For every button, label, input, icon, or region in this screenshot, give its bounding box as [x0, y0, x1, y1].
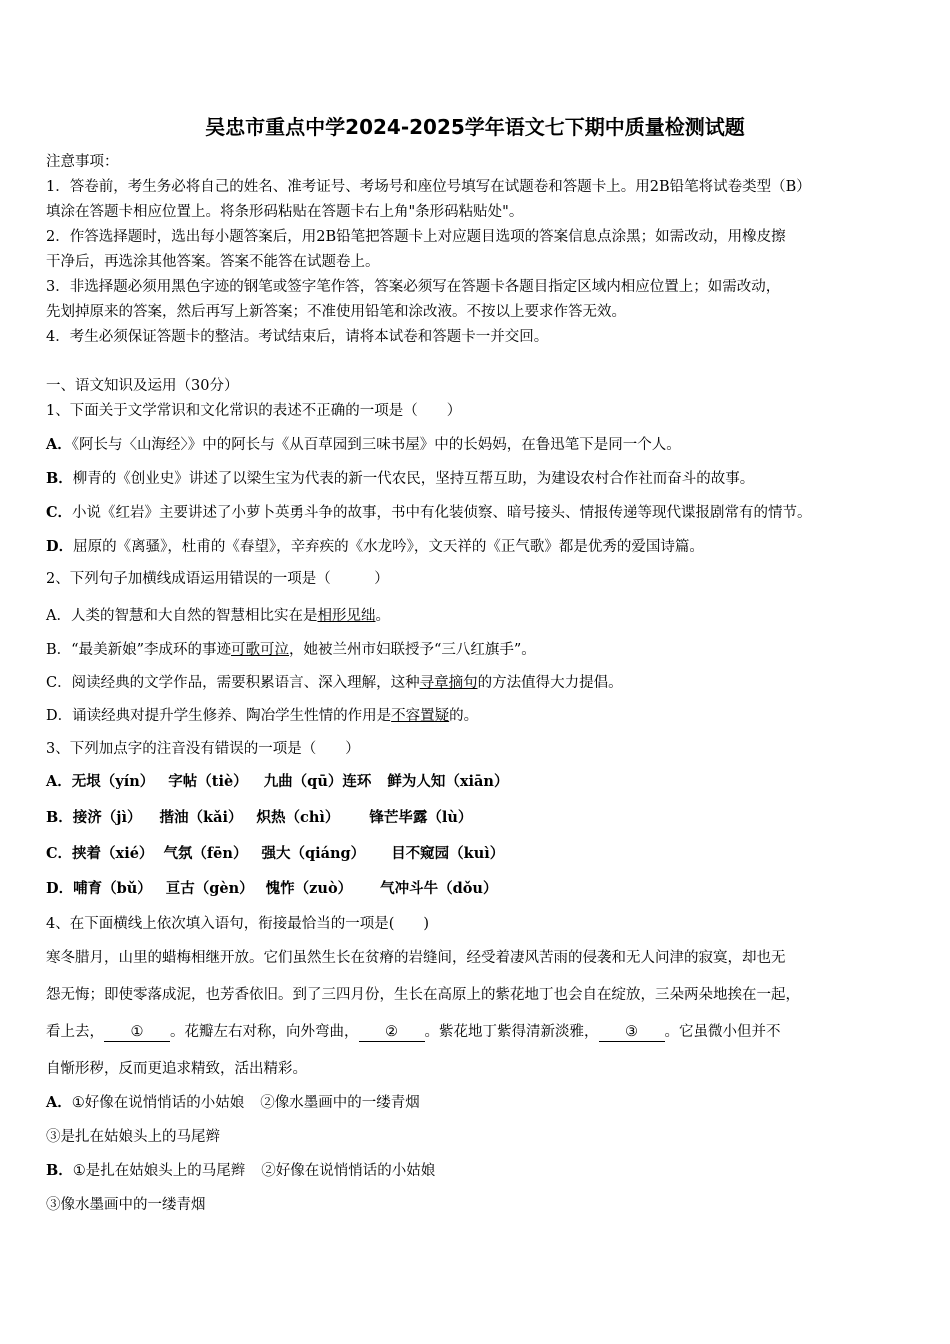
option-label: D．	[46, 538, 74, 555]
q4-option-b-cont: ③像水墨画中的一缕青烟	[46, 1197, 206, 1213]
option-item: 气氛（fēn）	[163, 845, 248, 862]
option-label: D．	[46, 880, 74, 897]
fill-blank-1: ①	[104, 1023, 170, 1042]
q1-option-d	[46, 537, 704, 557]
q4-stem: 4、在下面横线上依次填入语句，衔接最恰当的一项是( )	[46, 916, 430, 932]
q3-option-a	[46, 772, 508, 792]
option-item: 九曲（qū）连环	[263, 773, 372, 790]
option-item: 鲜为人知（xiān）	[387, 773, 509, 790]
q2-option-c	[46, 673, 623, 693]
option-label: C．	[46, 504, 73, 521]
q4-option-a-cont: ③是扎在姑娘头上的马尾辫	[46, 1129, 220, 1145]
notice-line-7: 4．考生必须保证答题卡的整洁。考试结束后，请将本试卷和答题卡一并交回。	[46, 329, 549, 345]
option-text: 小说《红岩》主要讲述了小萝卜英勇斗争的故事，书中有化装侦察、暗号接头、情报传递等现代谍报剧常有的情节。	[72, 505, 812, 521]
option-item: 炽热（chì）	[256, 809, 340, 826]
underlined-idiom: 不容置疑	[391, 708, 450, 724]
section-heading: 一、语文知识及运用（30分）	[46, 378, 239, 394]
option-label: A．	[46, 436, 72, 453]
q2-option-a	[46, 606, 390, 626]
q3-stem: 3、下列加点字的注音没有错误的一项是（ ）	[46, 741, 360, 757]
option-text: C．阅读经典的文学作品，需要积累语言、深入理解，这种	[46, 675, 420, 691]
option-item: ②像水墨画中的一缕青烟	[260, 1095, 420, 1111]
notice-heading: 注意事项：	[46, 154, 119, 170]
option-text: 的。	[449, 708, 479, 724]
option-item: 揩油（kǎi）	[159, 809, 243, 826]
option-text: 柳青的《创业史》讲述了以梁生宝为代表的新一代农民，坚持互帮互助，为建设农村合作社而奋斗的故事。	[72, 471, 755, 487]
option-text: 的方法值得大力提倡。	[477, 675, 623, 691]
notice-line-1: 1．答卷前，考生务必将自己的姓名、准考证号、考场号和座位号填写在试题卷和答题卡上。用2B铅笔将试卷类型（B）	[46, 179, 811, 195]
passage-text: 。花瓣左右对称，向外弯曲，	[170, 1024, 359, 1040]
option-label: A．	[46, 773, 72, 790]
option-text: 屈原的《离骚》，杜甫的《春望》，辛弃疾的《水龙吟》，文天祥的《正气歌》都是优秀的爱国诗篇。	[73, 539, 704, 555]
option-item: ①是扎在姑娘头上的马尾辫	[72, 1163, 246, 1179]
option-label: B．	[46, 1162, 73, 1179]
notice-line-5: 3．非选择题必须用黑色字迹的钢笔或签字笔作答，答案必须写在答题卡各题目指定区域内相应位置上；如需改动，	[46, 279, 781, 295]
passage-text: 。紫花地丁紫得清新淡雅，	[424, 1024, 599, 1040]
option-item: 亘古（gèn）	[165, 880, 254, 897]
notice-line-6: 先划掉原来的答案，然后再写上新答案；不准使用铅笔和涂改液。不按以上要求作答无效。	[46, 304, 626, 320]
underlined-idiom: 寻章摘句	[419, 675, 478, 691]
option-label: B．	[46, 809, 73, 826]
option-text: D．诵读经典对提升学生修养、陶冶学生性情的作用是	[46, 708, 392, 724]
option-text: A．人类的智慧和大自然的智慧相比实在是	[46, 608, 318, 624]
q2-option-d	[46, 706, 478, 726]
option-label: B．	[46, 470, 73, 487]
underlined-idiom: 相形见绌	[317, 608, 376, 624]
passage-text: 。它虽微小但并不	[664, 1024, 781, 1040]
q2-stem: 2、下列句子加横线成语运用错误的一项是（ ）	[46, 571, 389, 587]
option-text: ，她被兰州市妇联授予“三八红旗手”。	[288, 642, 536, 658]
q1-stem: 1、下面关于文学常识和文化常识的表述不正确的一项是（ ）	[46, 403, 462, 419]
page-title: 吴忠市重点中学2024-2025学年语文七下期中质量检测试题	[205, 115, 745, 139]
fill-blank-3: ③	[599, 1023, 665, 1042]
option-item: 无垠（yín）	[71, 773, 155, 790]
q4-passage-line-2: 怨无悔；即使零落成泥，也芳香依旧。到了三四月份，生长在高原上的紫花地丁也会自在绽放，三朵两朵地挨在一起，	[46, 987, 800, 1003]
q4-option-b	[46, 1161, 435, 1181]
q2-option-b	[46, 640, 536, 660]
q4-passage-line-1: 寒冬腊月，山里的蜡梅相继开放。它们虽然生长在贫瘠的岩缝间，经受着凄风苦雨的侵袭和无人问津的寂寞，却也无	[46, 950, 786, 966]
option-text: 。	[375, 608, 390, 624]
q4-passage-line-4: 自惭形秽，反而更追求精致，活出精彩。	[46, 1061, 307, 1077]
notice-line-2: 填涂在答题卡相应位置上。将条形码粘贴在答题卡右上角"条形码粘贴处"。	[46, 204, 524, 220]
option-item: ①好像在说悄悄话的小姑娘	[71, 1095, 245, 1111]
notice-line-3: 2．作答选择题时，选出每小题答案后，用2B铅笔把答题卡上对应题目选项的答案信息点涂黑；如需改动，用橡皮擦	[46, 229, 786, 245]
option-item: 接济（jì）	[72, 809, 142, 826]
option-item: 锋芒毕露（lù）	[369, 809, 473, 826]
option-item: 挟着（xié）	[72, 845, 154, 862]
option-item: ②好像在说悄悄话的小姑娘	[261, 1163, 436, 1179]
option-item: 目不窥园（kuì）	[391, 845, 505, 862]
q1-option-b	[46, 469, 754, 489]
q1-option-c	[46, 503, 812, 523]
q3-option-b	[46, 808, 472, 828]
option-label: C．	[46, 845, 73, 862]
option-text: 《阿长与〈山海经〉》中的阿长与《从百草园到三味书屋》中的长妈妈，在鲁迅笔下是同一个人。	[71, 437, 681, 453]
option-item: 愧怍（zuò）	[265, 880, 353, 897]
q3-option-d	[46, 879, 497, 899]
option-text: B．“最美新娘”李成环的事迹	[46, 642, 231, 658]
q3-option-c	[46, 844, 504, 864]
q4-passage-line-3	[46, 1022, 781, 1042]
option-item: 字帖（tiè）	[168, 773, 248, 790]
underlined-idiom: 可歌可泣	[230, 642, 289, 658]
q4-option-a	[46, 1093, 420, 1113]
option-item: 哺育（bǔ）	[73, 880, 152, 897]
option-item: 气冲斗牛（dǒu）	[380, 880, 498, 897]
passage-text: 看上去，	[46, 1024, 104, 1040]
option-item: 强大（qiáng）	[261, 845, 366, 862]
notice-line-4: 干净后，再选涂其他答案。答案不能答在试题卷上。	[46, 254, 380, 270]
fill-blank-2: ②	[359, 1023, 425, 1042]
q1-option-a	[46, 435, 681, 455]
option-label: A．	[46, 1094, 72, 1111]
